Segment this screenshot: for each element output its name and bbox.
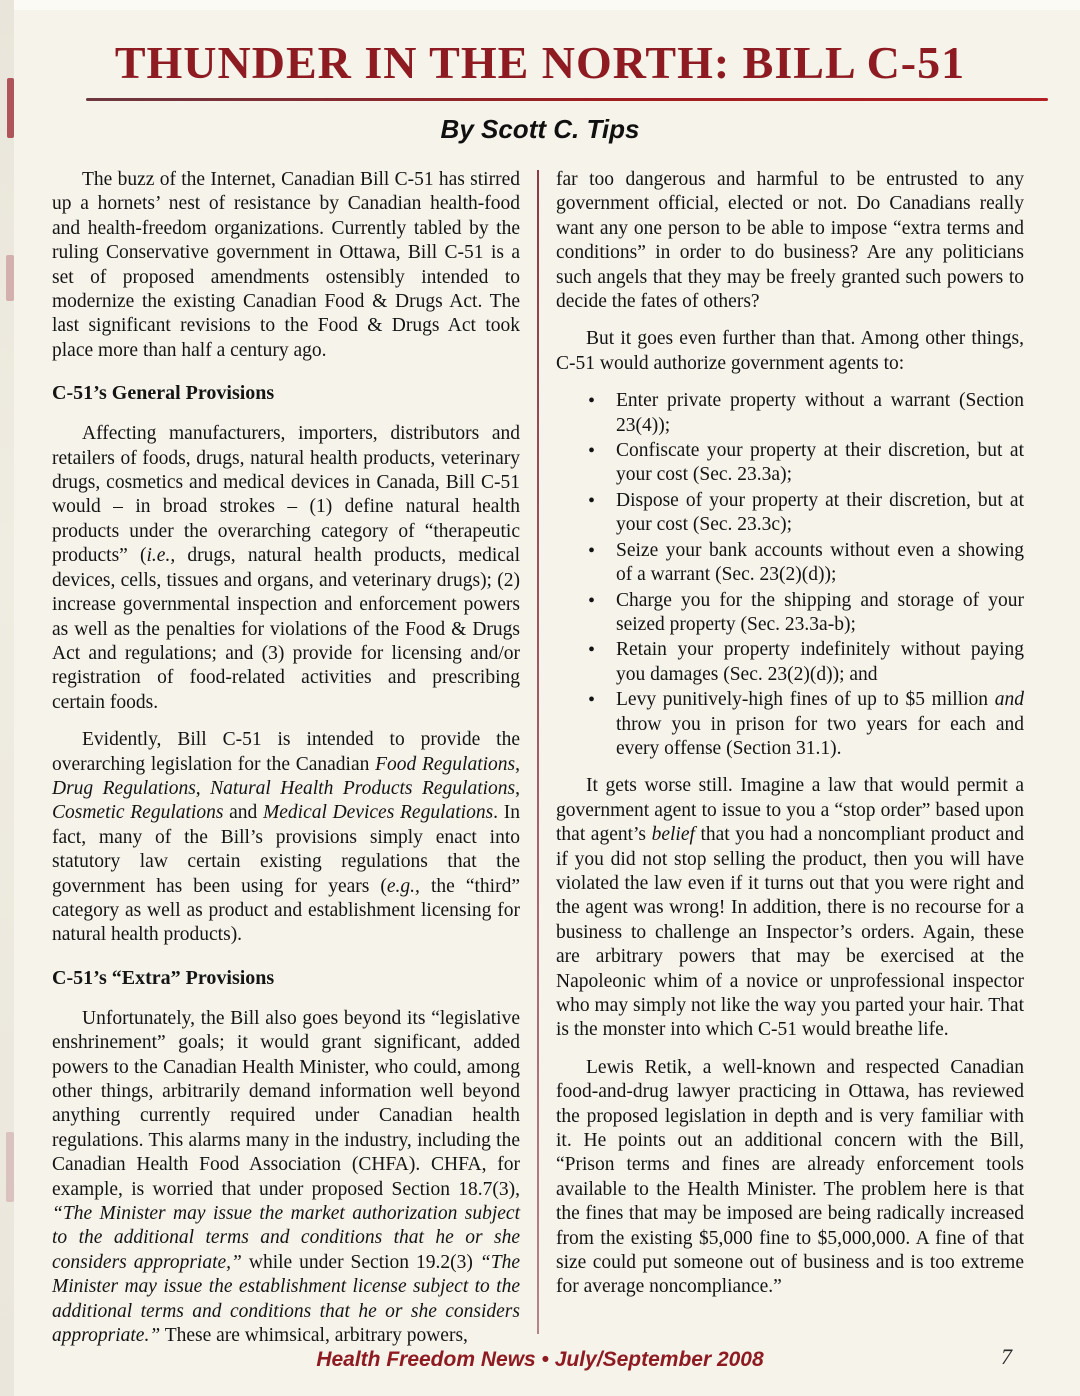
paragraph-lewis-retik: Lewis Retik, a well-known and respected Canadian food-and-drug lawyer practicing in Ottawa, has reviewed the proposed legislation in depth and is very familiar with it. He points out an additional concern with the Bill, “Prison terms and fines are already enforcement tools available to the Health Minister. The problem here is that the fines that may be imposed are being radically increased from the existing $5,000 fine to $5,000,000. A fine of that size could put someone out of business and is too extreme for average noncompliance.”	[556, 1056, 1024, 1298]
left-column	[52, 168, 520, 1348]
section-heading-general-provisions: C-51’s General Provisions	[52, 382, 275, 405]
section-heading-extra-provisions: C-51’s “Extra” Provisions	[52, 966, 275, 989]
paragraph-general-provisions: Affecting manufacturers, importers, distributors and retailers of foods, drugs, natural health products, veterinary drugs, cosmetics and medical devices in Canada, Bill C-51 would – in broad strokes – (1) define natural health products under the overarching category of “therapeutic products” (i.e., drugs, natural health products, medical devices, cells, tissues and organs, and veterinary drugs); (2) increase governmental inspection and enforcement powers as well as the penalties for violations of the Food & Drugs Act and regulations; and (3) provide for licensing and/or registration of food-related activities and prescribing certain foods.	[52, 423, 520, 713]
scan-red-ink-smudge	[6, 255, 14, 301]
list-item: • Confiscate your property at their discretion, but at your cost (Sec. 23.3a);	[616, 439, 1024, 488]
list-item: • Levy punitively-high fines of up to $5 million and throw you in prison for two years for each and every offense (Section 31.1).	[616, 688, 1024, 761]
paragraph-goes-further: But it goes even further than that. Among other things, C-51 would authorize government agents to:	[556, 328, 1024, 374]
paragraph-extra-provisions: Unfortunately, the Bill also goes beyond its “legislative enshrinement” goals; it would grant significant, added powers to the Canadian Health Minister, who could, among other things, arbitrarily demand information well beyond anything currently required under Canadian health regulations. This alarms many in the industry, including the Canadian Health Food Association (CHFA). CHFA, for example, is worried that under proposed Section 18.7(3), “The Minister may issue the market authorization subject to the additional terms and conditions that he or she considers appropriate,” while under Section 19.2(3) “The Minister may issue the establishment license subject to the additional terms and conditions that he or she considers appropriate.” These are whimsical, arbitrary powers,	[52, 1007, 520, 1347]
list-item: • Seize your bank accounts without even a showing of a warrant (Sec. 23(2)(d));	[616, 539, 1024, 588]
paragraph-regulations: Evidently, Bill C-51 is intended to provide the overarching legislation for the Canadian Food Regulations, Drug Regulations, Natural Health Products Regulations, Cosmetic Regulations and Medical Devices Regulations. In fact, many of the Bill’s provisions simply enact into statutory law certain existing regulations that the government has been using for years (e.g., the “third” category as well as product and establishment licensing for natural health products).	[52, 729, 520, 946]
paragraph-worse-still: It gets worse still. Imagine a law that would permit a government agent to issue to you a “stop order” based upon that agent’s belief that you had a noncompliant product and if you did not stop selling the product, then you will have violated the law even if it turns out that you were right and the agent was wrong! In addition, there is no recourse for a business to challenge an Inspector’s orders. Again, these are arbitrary powers that may be exercised at the Napoleonic whim of a novice or unprofessional inspector who may simply not like the way you parted your hair. That is the monster into which C-51 would breathe life.	[556, 775, 1024, 1041]
article-title: THUNDER IN THE NORTH: BILL C-51	[114, 37, 966, 88]
title-divider-rule	[86, 98, 1048, 101]
list-item: • Retain your property indefinitely without paying you damages (Sec. 23(2)(d)); and	[616, 638, 1024, 687]
list-item: • Charge you for the shipping and storage of your seized property (Sec. 23.3a-b);	[616, 589, 1024, 638]
column-divider-rule	[537, 170, 539, 1334]
article-header	[0, 36, 1080, 145]
journal-issue-line: Health Freedom News • July/September 2008	[316, 1348, 764, 1371]
agent-powers-list	[556, 389, 1024, 761]
page-number: 7	[1001, 1344, 1012, 1369]
list-item: • Enter private property without a warrant (Section 23(4));	[616, 389, 1024, 438]
article-body	[52, 168, 1028, 1348]
list-item: • Dispose of your property at their discretion, but at your cost (Sec. 23.3c);	[616, 489, 1024, 538]
right-column	[556, 168, 1024, 1348]
paragraph-intro: The buzz of the Internet, Canadian Bill C-51 has stirred up a hornets’ nest of resistance by Canadian health-food and health-freedom organizations. Currently tabled by the ruling Conservative government in Ottawa, Bill C-51 is a set of proposed amendments ostensibly intended to modernize the existing Canadian Food & Drugs Act. The last significant revisions to the Food & Drugs Act took place more than half a century ago.	[52, 169, 520, 361]
byline: By Scott C. Tips	[440, 114, 640, 144]
scan-top-edge	[0, 0, 1080, 10]
page-footer	[0, 1344, 1080, 1378]
paragraph-continuation: far too dangerous and harmful to be entrusted to any government official, elected or not. Do Canadians really want any one person to be able to impose “extra terms and conditions” in order to do business? Are any politicians such angels that they may be freely granted such powers to decide the fates of others?	[556, 169, 1024, 313]
scan-red-ink-smudge	[6, 1132, 14, 1202]
